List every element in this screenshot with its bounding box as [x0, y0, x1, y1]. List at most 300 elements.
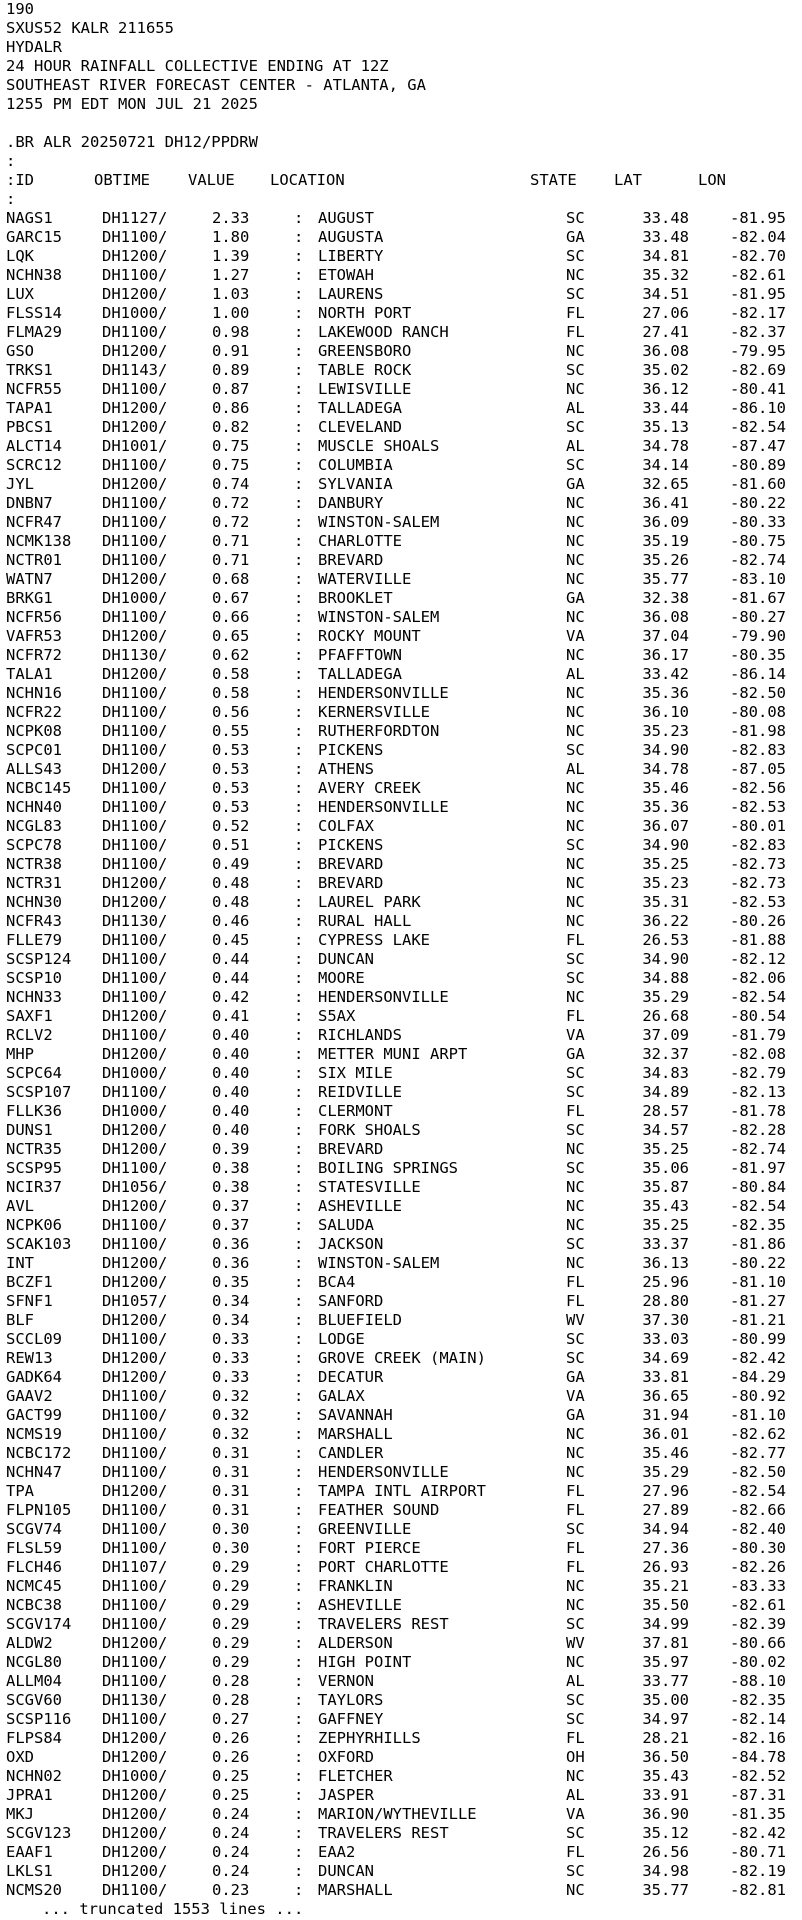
location: KERNERSVILLE — [318, 703, 430, 721]
state: FL — [566, 304, 585, 322]
longitude: -81.95 — [730, 285, 786, 303]
obs-time: DH1200/ — [102, 285, 168, 303]
table-row — [6, 1273, 802, 1292]
rain-value: 0.56 — [212, 703, 250, 721]
latitude: 36.90 — [642, 1805, 689, 1823]
station-id: PBCS1 — [6, 418, 53, 436]
longitude: -82.54 — [730, 988, 786, 1006]
latitude: 34.90 — [642, 836, 689, 854]
station-id: FLPS84 — [6, 1729, 62, 1747]
obs-time: DH1200/ — [102, 475, 168, 493]
location: METTER MUNI ARPT — [318, 1045, 468, 1063]
longitude: -82.35 — [730, 1216, 786, 1234]
location: LAKEWOOD RANCH — [318, 323, 449, 341]
latitude: 27.36 — [642, 1539, 689, 1557]
state: GA — [566, 228, 585, 246]
latitude: 26.53 — [642, 931, 689, 949]
rain-value: 0.28 — [212, 1672, 250, 1690]
station-id: SCPC64 — [6, 1064, 62, 1082]
state: SC — [566, 1691, 585, 1709]
table-row — [6, 1824, 802, 1843]
rain-value: 0.42 — [212, 988, 250, 1006]
state: AL — [566, 399, 585, 417]
obs-time: DH1200/ — [102, 1786, 168, 1804]
longitude: -82.74 — [730, 1140, 786, 1158]
longitude: -81.88 — [730, 931, 786, 949]
longitude: -81.86 — [730, 1235, 786, 1253]
latitude: 33.03 — [642, 1330, 689, 1348]
longitude: -82.35 — [730, 1691, 786, 1709]
separator: : — [294, 1292, 304, 1310]
location: GREENSBORO — [318, 342, 412, 360]
rain-value: 0.75 — [212, 456, 250, 474]
longitude: -82.17 — [730, 304, 786, 322]
longitude: -80.84 — [730, 1178, 786, 1196]
latitude: 35.23 — [642, 722, 689, 740]
station-id: TPA — [6, 1482, 34, 1500]
table-row — [6, 1520, 802, 1539]
obs-time: DH1200/ — [102, 627, 168, 645]
location: ATHENS — [318, 760, 374, 778]
rain-value: 0.82 — [212, 418, 250, 436]
issue-time: 1255 PM EDT MON JUL 21 2025 — [6, 95, 258, 113]
location: AVERY CREEK — [318, 779, 421, 797]
separator: : — [294, 494, 304, 512]
state: FL — [566, 323, 585, 341]
location: CLERMONT — [318, 1102, 393, 1120]
table-row — [6, 1615, 802, 1634]
state: FL — [566, 1482, 585, 1500]
state: NC — [566, 342, 585, 360]
latitude: 36.50 — [642, 1748, 689, 1766]
location: TALLADEGA — [318, 399, 402, 417]
rain-value: 0.46 — [212, 912, 250, 930]
rain-value: 0.62 — [212, 646, 250, 664]
separator: : — [294, 1387, 304, 1405]
station-id: VAFR53 — [6, 627, 62, 645]
state: SC — [566, 1235, 585, 1253]
rain-value: 0.51 — [212, 836, 250, 854]
state: AL — [566, 1672, 585, 1690]
location: LAURENS — [318, 285, 384, 303]
station-id: FLMA29 — [6, 323, 62, 341]
station-id: LQK — [6, 247, 34, 265]
longitude: -82.04 — [730, 228, 786, 246]
latitude: 35.50 — [642, 1596, 689, 1614]
state: FL — [566, 1539, 585, 1557]
table-row — [6, 1539, 802, 1558]
state: FL — [566, 931, 585, 949]
separator: : — [294, 1102, 304, 1120]
longitude: -81.27 — [730, 1292, 786, 1310]
location: ASHEVILLE — [318, 1197, 402, 1215]
obs-time: DH1100/ — [102, 513, 168, 531]
location: VERNON — [318, 1672, 374, 1690]
obs-time: DH1100/ — [102, 969, 168, 987]
table-row — [6, 1691, 802, 1710]
latitude: 35.26 — [642, 551, 689, 569]
table-row — [6, 1634, 802, 1653]
station-id: SCGV123 — [6, 1824, 72, 1842]
station-id: TALA1 — [6, 665, 53, 683]
obs-time: DH1100/ — [102, 1406, 168, 1424]
br-line: .BR ALR 20250721 DH12/PPDRW — [6, 133, 258, 151]
station-id: ALLM04 — [6, 1672, 62, 1690]
state: NC — [566, 1140, 585, 1158]
rain-value: 0.40 — [212, 1045, 250, 1063]
state: SC — [566, 418, 585, 436]
rainfall-table — [6, 209, 802, 1900]
rain-value: 0.52 — [212, 817, 250, 835]
separator: : — [294, 1672, 304, 1690]
latitude: 34.14 — [642, 456, 689, 474]
rain-value: 0.31 — [212, 1463, 250, 1481]
state: NC — [566, 1881, 585, 1899]
rain-value: 0.53 — [212, 779, 250, 797]
rain-value: 0.53 — [212, 741, 250, 759]
rain-value: 0.74 — [212, 475, 250, 493]
latitude: 35.02 — [642, 361, 689, 379]
obs-time: DH1100/ — [102, 817, 168, 835]
station-id: ALDW2 — [6, 1634, 53, 1652]
rain-value: 0.55 — [212, 722, 250, 740]
location: DUNCAN — [318, 950, 374, 968]
separator: : — [294, 836, 304, 854]
station-id: NCFR55 — [6, 380, 62, 398]
rain-value: 0.87 — [212, 380, 250, 398]
table-row — [6, 456, 802, 475]
separator: : — [294, 437, 304, 455]
obs-time: DH1100/ — [102, 950, 168, 968]
obs-time: DH1100/ — [102, 608, 168, 626]
table-row — [6, 361, 802, 380]
rain-value: 0.29 — [212, 1558, 250, 1576]
rain-value: 0.30 — [212, 1539, 250, 1557]
obs-time: DH1100/ — [102, 1387, 168, 1405]
table-row — [6, 1045, 802, 1064]
station-id: NAGS1 — [6, 209, 53, 227]
longitude: -81.10 — [730, 1273, 786, 1291]
latitude: 34.57 — [642, 1121, 689, 1139]
table-row — [6, 1881, 802, 1900]
station-id: NCHN38 — [6, 266, 62, 284]
location: SIX MILE — [318, 1064, 393, 1082]
obs-time: DH1200/ — [102, 1805, 168, 1823]
state: NC — [566, 1254, 585, 1272]
location: REIDVILLE — [318, 1083, 402, 1101]
location: DECATUR — [318, 1368, 384, 1386]
location: LAUREL PARK — [318, 893, 421, 911]
latitude: 35.43 — [642, 1197, 689, 1215]
state: GA — [566, 1406, 585, 1424]
table-row — [6, 1767, 802, 1786]
longitude: -80.26 — [730, 912, 786, 930]
obs-time: DH1200/ — [102, 1007, 168, 1025]
state: NC — [566, 1577, 585, 1595]
col-state-header: STATE — [530, 171, 577, 189]
station-id: JPRA1 — [6, 1786, 53, 1804]
obs-time: DH1200/ — [102, 1843, 168, 1861]
longitude: -82.83 — [730, 836, 786, 854]
table-row — [6, 1387, 802, 1406]
table-row — [6, 855, 802, 874]
longitude: -80.35 — [730, 646, 786, 664]
table-row — [6, 589, 802, 608]
longitude: -82.19 — [730, 1862, 786, 1880]
latitude: 35.97 — [642, 1653, 689, 1671]
longitude: -80.01 — [730, 817, 786, 835]
latitude: 34.78 — [642, 437, 689, 455]
state: SC — [566, 1520, 585, 1538]
state: NC — [566, 1653, 585, 1671]
col-lat-header: LAT — [614, 171, 642, 189]
longitude: -82.16 — [730, 1729, 786, 1747]
rain-value: 0.23 — [212, 1881, 250, 1899]
separator: : — [294, 1691, 304, 1709]
rain-value: 0.71 — [212, 551, 250, 569]
longitude: -87.31 — [730, 1786, 786, 1804]
latitude: 36.09 — [642, 513, 689, 531]
latitude: 25.96 — [642, 1273, 689, 1291]
latitude: 36.01 — [642, 1425, 689, 1443]
location: TABLE ROCK — [318, 361, 412, 379]
separator: : — [294, 1786, 304, 1804]
station-id: GADK64 — [6, 1368, 62, 1386]
station-id: NCBC38 — [6, 1596, 62, 1614]
obs-time: DH1200/ — [102, 1273, 168, 1291]
rain-value: 0.31 — [212, 1501, 250, 1519]
obs-time: DH1200/ — [102, 570, 168, 588]
separator: : — [294, 1197, 304, 1215]
separator: : — [294, 1425, 304, 1443]
rain-value: 1.39 — [212, 247, 250, 265]
separator: : — [294, 741, 304, 759]
rain-value: 0.39 — [212, 1140, 250, 1158]
longitude: -82.52 — [730, 1767, 786, 1785]
latitude: 27.06 — [642, 304, 689, 322]
location: RICHLANDS — [318, 1026, 402, 1044]
latitude: 34.83 — [642, 1064, 689, 1082]
table-row — [6, 1159, 802, 1178]
rain-value: 0.48 — [212, 893, 250, 911]
separator: : — [294, 684, 304, 702]
longitude: -82.08 — [730, 1045, 786, 1063]
latitude: 26.93 — [642, 1558, 689, 1576]
state: WV — [566, 1634, 585, 1652]
separator: : — [294, 855, 304, 873]
state: FL — [566, 1501, 585, 1519]
station-id: INT — [6, 1254, 34, 1272]
location: MARION/WYTHEVILLE — [318, 1805, 477, 1823]
rain-value: 0.67 — [212, 589, 250, 607]
obs-time: DH1200/ — [102, 342, 168, 360]
state: WV — [566, 1311, 585, 1329]
longitude: -80.75 — [730, 532, 786, 550]
obs-time: DH1100/ — [102, 1463, 168, 1481]
obs-time: DH1100/ — [102, 532, 168, 550]
longitude: -80.92 — [730, 1387, 786, 1405]
rain-value: 0.31 — [212, 1482, 250, 1500]
state: SC — [566, 1330, 585, 1348]
obs-time: DH1200/ — [102, 760, 168, 778]
rain-value: 0.34 — [212, 1292, 250, 1310]
state: SC — [566, 247, 585, 265]
station-id: FLPN105 — [6, 1501, 72, 1519]
rain-value: 0.40 — [212, 1083, 250, 1101]
rain-value: 0.72 — [212, 494, 250, 512]
obs-time: DH1001/ — [102, 437, 168, 455]
rain-value: 0.24 — [212, 1824, 250, 1842]
location: LODGE — [318, 1330, 365, 1348]
longitude: -81.35 — [730, 1805, 786, 1823]
rain-value: 0.40 — [212, 1026, 250, 1044]
separator: : — [294, 874, 304, 892]
location: SYLVANIA — [318, 475, 393, 493]
separator: : — [294, 950, 304, 968]
location: SANFORD — [318, 1292, 384, 1310]
separator: : — [294, 1007, 304, 1025]
table-row — [6, 1235, 802, 1254]
state: FL — [566, 1843, 585, 1861]
separator: : — [294, 1615, 304, 1633]
location: MOORE — [318, 969, 365, 987]
table-row — [6, 1748, 802, 1767]
longitude: -80.02 — [730, 1653, 786, 1671]
location: FRANKLIN — [318, 1577, 393, 1595]
obs-time: DH1130/ — [102, 1691, 168, 1709]
longitude: -82.37 — [730, 323, 786, 341]
obs-time: DH1200/ — [102, 1862, 168, 1880]
rain-value: 0.40 — [212, 1121, 250, 1139]
separator: : — [294, 608, 304, 626]
obs-time: DH1200/ — [102, 1748, 168, 1766]
latitude: 33.81 — [642, 1368, 689, 1386]
table-row — [6, 266, 802, 285]
separator: : — [294, 1653, 304, 1671]
bulletin-number: 190 — [6, 0, 34, 18]
state: FL — [566, 1558, 585, 1576]
state: SC — [566, 209, 585, 227]
obs-time: DH1200/ — [102, 1729, 168, 1747]
obs-time: DH1100/ — [102, 1520, 168, 1538]
rain-value: 0.75 — [212, 437, 250, 455]
obs-time: DH1100/ — [102, 779, 168, 797]
station-id: NCPK08 — [6, 722, 62, 740]
rain-value: 0.32 — [212, 1425, 250, 1443]
separator: : — [294, 1843, 304, 1861]
separator: : — [294, 1520, 304, 1538]
latitude: 36.12 — [642, 380, 689, 398]
table-row — [6, 1558, 802, 1577]
location: ETOWAH — [318, 266, 374, 284]
longitude: -82.13 — [730, 1083, 786, 1101]
station-id: LKLS1 — [6, 1862, 53, 1880]
location: WINSTON-SALEM — [318, 1254, 440, 1272]
longitude: -80.54 — [730, 1007, 786, 1025]
rain-value: 0.29 — [212, 1615, 250, 1633]
state: NC — [566, 1178, 585, 1196]
obs-time: DH1100/ — [102, 722, 168, 740]
station-id: SCSP10 — [6, 969, 62, 987]
separator: : — [294, 551, 304, 569]
location: TRAVELERS REST — [318, 1824, 449, 1842]
obs-time: DH1100/ — [102, 1710, 168, 1728]
rain-value: 1.03 — [212, 285, 250, 303]
longitude: -82.42 — [730, 1349, 786, 1367]
station-id: NCTR35 — [6, 1140, 62, 1158]
separator: : — [294, 380, 304, 398]
state: VA — [566, 1026, 585, 1044]
separator: : — [294, 1463, 304, 1481]
station-id: GACT99 — [6, 1406, 62, 1424]
table-row — [6, 532, 802, 551]
rain-value: 0.33 — [212, 1330, 250, 1348]
separator: : — [294, 912, 304, 930]
table-row — [6, 1406, 802, 1425]
location: FORT PIERCE — [318, 1539, 421, 1557]
latitude: 34.90 — [642, 741, 689, 759]
latitude: 35.36 — [642, 684, 689, 702]
state: NC — [566, 532, 585, 550]
station-id: NCPK06 — [6, 1216, 62, 1234]
latitude: 35.29 — [642, 988, 689, 1006]
col-obtime-header: OBTIME — [94, 171, 150, 189]
location: S5AX — [318, 1007, 356, 1025]
separator: : — [294, 247, 304, 265]
separator: : — [294, 1767, 304, 1785]
separator: : — [294, 1729, 304, 1747]
longitude: -82.54 — [730, 1197, 786, 1215]
latitude: 35.46 — [642, 1444, 689, 1462]
state: SC — [566, 950, 585, 968]
latitude: 37.81 — [642, 1634, 689, 1652]
state: NC — [566, 380, 585, 398]
location: CANDLER — [318, 1444, 384, 1462]
latitude: 36.65 — [642, 1387, 689, 1405]
longitude: -80.22 — [730, 494, 786, 512]
table-row — [6, 551, 802, 570]
latitude: 37.30 — [642, 1311, 689, 1329]
longitude: -80.41 — [730, 380, 786, 398]
rain-value: 0.26 — [212, 1748, 250, 1766]
table-row — [6, 1596, 802, 1615]
separator: : — [294, 342, 304, 360]
longitude: -80.66 — [730, 1634, 786, 1652]
table-row — [6, 437, 802, 456]
obs-time: DH1100/ — [102, 1444, 168, 1462]
longitude: -80.71 — [730, 1843, 786, 1861]
latitude: 36.08 — [642, 608, 689, 626]
obs-time: DH1100/ — [102, 1672, 168, 1690]
table-row — [6, 1577, 802, 1596]
latitude: 36.22 — [642, 912, 689, 930]
rain-value: 0.31 — [212, 1444, 250, 1462]
obs-time: DH1100/ — [102, 741, 168, 759]
state: NC — [566, 798, 585, 816]
table-row — [6, 836, 802, 855]
separator: : — [294, 361, 304, 379]
latitude: 35.25 — [642, 855, 689, 873]
separator: : — [294, 1045, 304, 1063]
location: MARSHALL — [318, 1881, 393, 1899]
issuing-office: SOUTHEAST RIVER FORECAST CENTER - ATLANTA, GA — [6, 76, 426, 94]
table-row — [6, 1729, 802, 1748]
station-id: NCGL80 — [6, 1653, 62, 1671]
table-row — [6, 1102, 802, 1121]
state: SC — [566, 1064, 585, 1082]
rain-value: 0.58 — [212, 665, 250, 683]
longitude: -82.61 — [730, 1596, 786, 1614]
